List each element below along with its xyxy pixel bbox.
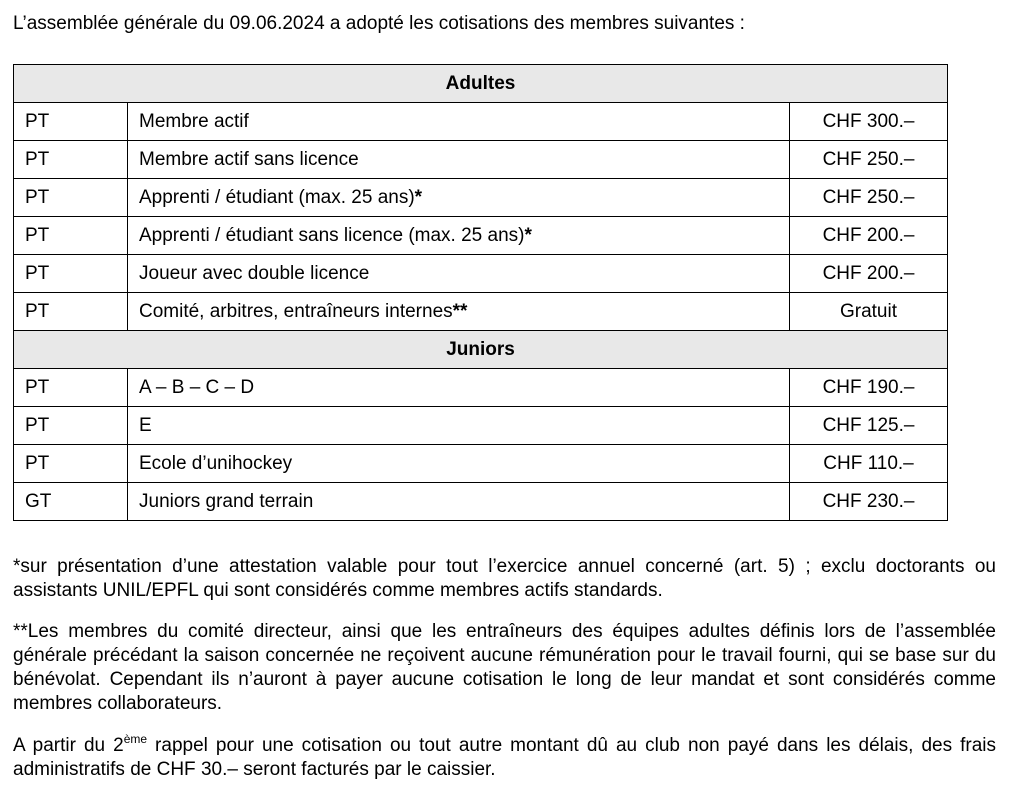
- membership-price: CHF 200.–: [790, 217, 948, 255]
- section-title: Juniors: [14, 331, 948, 369]
- reminder-fee-note: A partir du 2ème rappel pour une cotisation ou tout autre montant dû au club non payé dans les délais, des frais administratifs de CHF 30.– seront facturés par le caissier.: [13, 732, 997, 780]
- table-row: [14, 369, 948, 407]
- membership-description: Apprenti / étudiant (max. 25 ans)*: [128, 179, 790, 217]
- membership-description: Comité, arbitres, entraîneurs internes**: [128, 293, 790, 331]
- membership-price: Gratuit: [790, 293, 948, 331]
- table-row: [14, 179, 948, 217]
- category-code: PT: [14, 293, 128, 331]
- section-header-juniors: [14, 331, 948, 369]
- membership-price: CHF 250.–: [790, 179, 948, 217]
- table-row: [14, 255, 948, 293]
- membership-description: Ecole d’unihockey: [128, 445, 790, 483]
- membership-price: CHF 125.–: [790, 407, 948, 445]
- membership-description: Membre actif: [128, 103, 790, 141]
- intro-text: L’assemblée générale du 09.06.2024 a adopté les cotisations des membres suivantes :: [13, 13, 745, 34]
- category-code: PT: [14, 369, 128, 407]
- footnote-mark: *: [414, 186, 423, 208]
- section-title: Adultes: [14, 65, 948, 103]
- table-row: [14, 217, 948, 255]
- footnote-students: *sur présentation d’une attestation valable pour tout l’exercice annuel concerné (art. 5) ; exclu doctorants ou assistants UNIL/EPFL qui sont considérés comme membres actifs standards.: [13, 556, 996, 601]
- category-code: GT: [14, 483, 128, 521]
- fees-table: [13, 64, 948, 521]
- membership-description: E: [128, 407, 790, 445]
- membership-description: Joueur avec double licence: [128, 255, 790, 293]
- membership-description: A – B – C – D: [128, 369, 790, 407]
- membership-description: Membre actif sans licence: [128, 141, 790, 179]
- membership-description: Apprenti / étudiant sans licence (max. 25 ans)*: [128, 217, 790, 255]
- category-code: PT: [14, 255, 128, 293]
- table-row: [14, 407, 948, 445]
- footnote-mark: *: [524, 224, 532, 246]
- category-code: PT: [14, 217, 128, 255]
- section-header-adultes: [14, 65, 948, 103]
- table-row: [14, 293, 948, 331]
- membership-price: CHF 110.–: [790, 445, 948, 483]
- category-code: PT: [14, 407, 128, 445]
- table-row: [14, 445, 948, 483]
- footnote-committee: **Les membres du comité directeur, ainsi que les entraîneurs des équipes adultes définis lors de l’assemblée générale précédant la saison concernée ne reçoivent aucune rémunération pour le travail fourni, qui se base sur du bénévolat. Cependant ils n’auront à payer aucune cotisation le long de leur mandat et sont considérés comme membres collaborateurs.: [13, 621, 996, 714]
- category-code: PT: [14, 103, 128, 141]
- footnote-mark: **: [452, 300, 468, 322]
- table-row: [14, 103, 948, 141]
- category-code: PT: [14, 141, 128, 179]
- membership-price: CHF 230.–: [790, 483, 948, 521]
- table-row: [14, 141, 948, 179]
- membership-price: CHF 250.–: [790, 141, 948, 179]
- membership-description: Juniors grand terrain: [128, 483, 790, 521]
- membership-price: CHF 300.–: [790, 103, 948, 141]
- membership-price: CHF 190.–: [790, 369, 948, 407]
- category-code: PT: [14, 179, 128, 217]
- membership-price: CHF 200.–: [790, 255, 948, 293]
- ordinal-superscript: ème: [123, 732, 148, 746]
- table-row: [14, 483, 948, 521]
- category-code: PT: [14, 445, 128, 483]
